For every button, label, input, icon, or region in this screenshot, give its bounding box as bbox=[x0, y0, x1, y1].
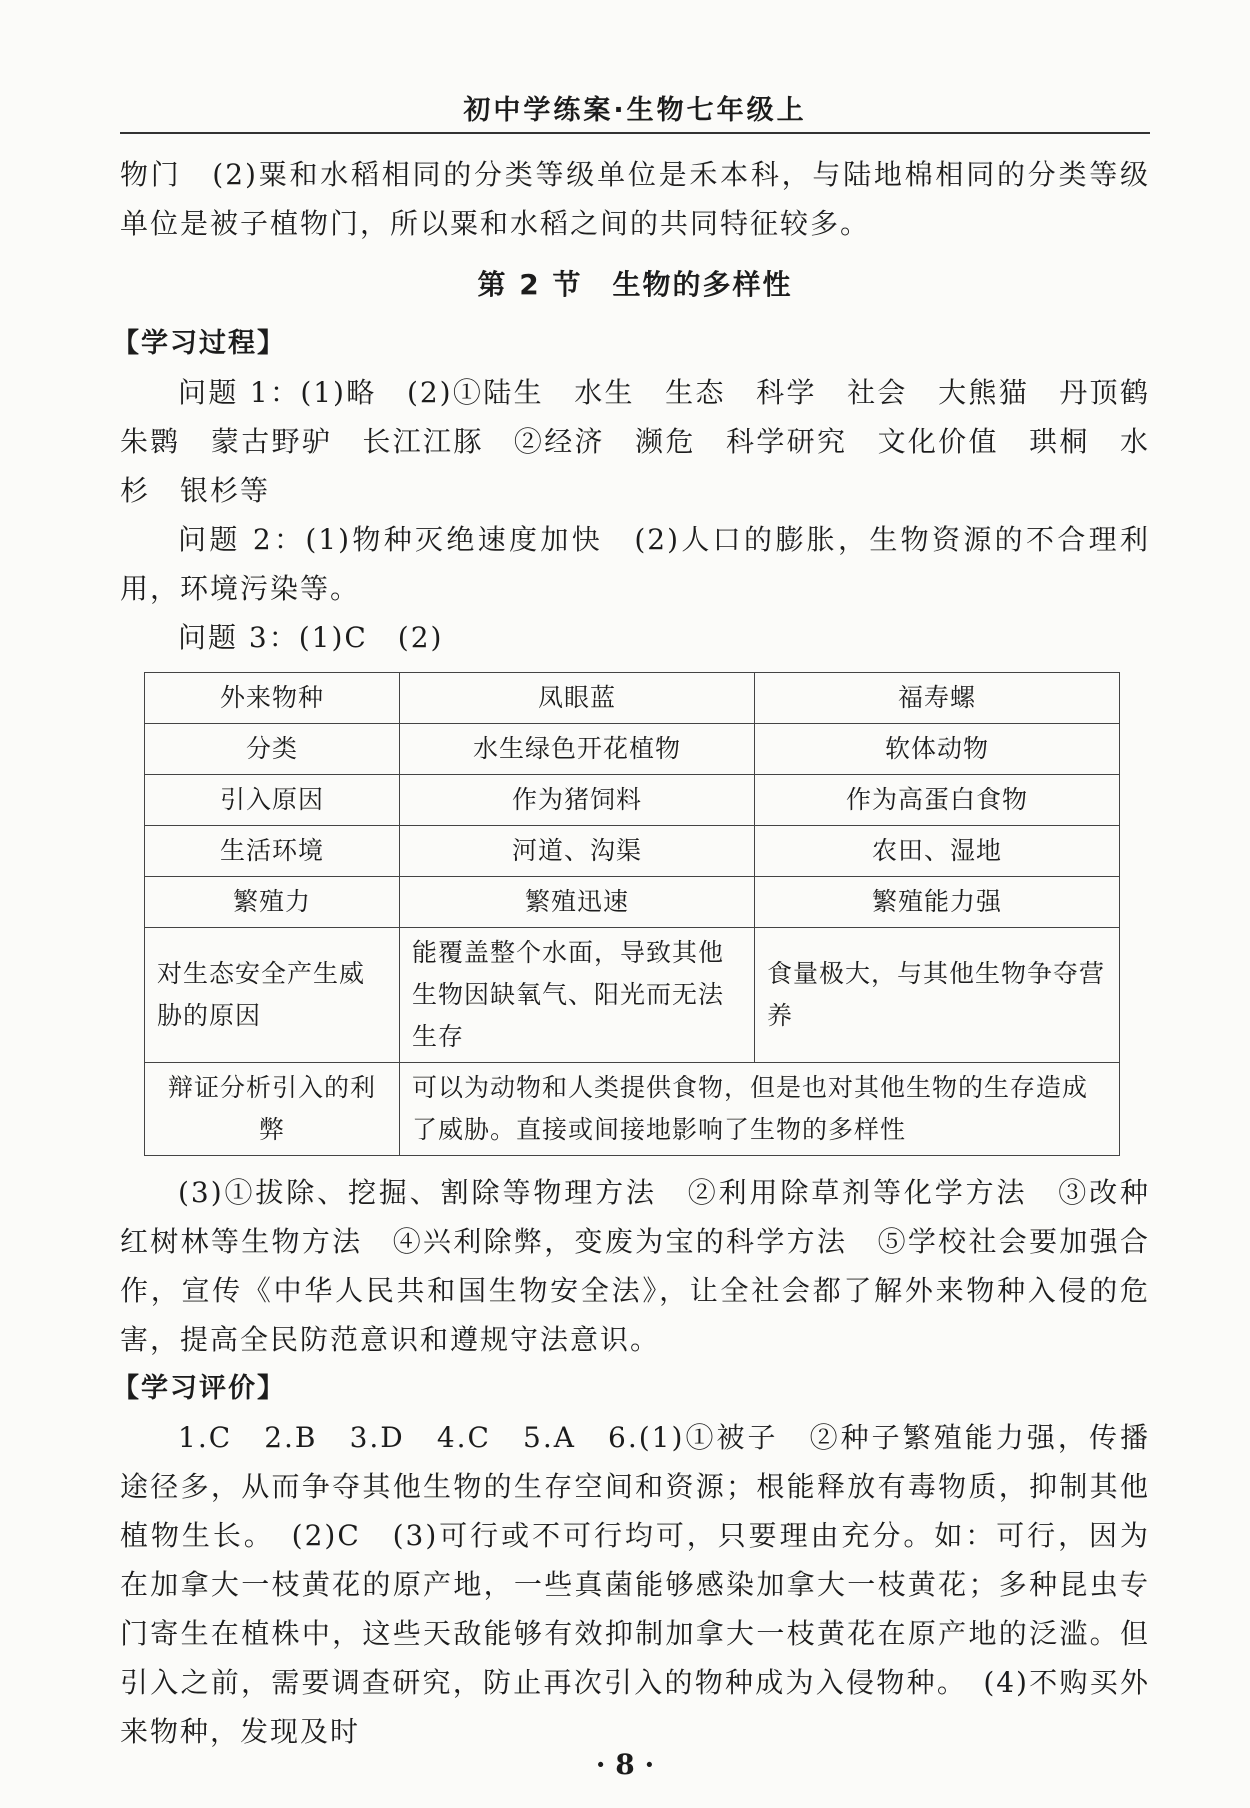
table-cell: 繁殖能力强 bbox=[755, 877, 1120, 928]
table-cell: 福寿螺 bbox=[755, 673, 1120, 724]
table-cell: 生活环境 bbox=[145, 826, 400, 877]
invasive-species-table bbox=[144, 672, 1120, 1156]
section-title: 第 2 节 生物的多样性 bbox=[477, 268, 793, 301]
evaluation-answers: 1.C 2.B 3.D 4.C 5.A 6.(1)①被子 ②种子繁殖能力强，传播途径多，从而争夺其他生物的生存空间和资源；根能释放有毒物质，抑制其他植物生长。 (2)C (3)可行或不可行均可，只要理由充分。如：可行，因为在加拿大一枝黄花的原产地，一些真菌能够感染加拿大一枝黄花；多种昆虫专门寄生在植株中，这些天敌能够有效抑制加拿大一枝黄花在原产地的泛滥。但引入之前，需要调查研究，防止再次引入的物种成为入侵物种。 (4)不购买外来物种，发现及时 bbox=[120, 1421, 1150, 1748]
question-1: 问题 1：(1)略 (2)①陆生 水生 生态 科学 社会 大熊猫 丹顶鹤 朱鹮 蒙古野驴 长江江豚 ②经济 濒危 科学研究 文化价值 珙桐 水杉 银杉等 bbox=[120, 376, 1181, 507]
table-cell: 外来物种 bbox=[145, 673, 400, 724]
table-cell: 引入原因 bbox=[145, 775, 400, 826]
table-cell: 河道、沟渠 bbox=[400, 826, 755, 877]
study-process-heading: 【学习过程】 bbox=[112, 328, 286, 359]
table-row bbox=[145, 724, 1120, 775]
table-row bbox=[145, 775, 1120, 826]
table-row bbox=[145, 673, 1120, 724]
table-row bbox=[145, 877, 1120, 928]
header-rule bbox=[120, 132, 1150, 134]
table-cell: 可以为动物和人类提供食物，但是也对其他生物的生存造成了威胁。直接或间接地影响了生物的多样性 bbox=[400, 1063, 1120, 1156]
question-2: 问题 2：(1)物种灭绝速度加快 (2)人口的膨胀，生物资源的不合理利用，环境污染等。 bbox=[120, 523, 1150, 605]
running-header: 初中学练案·生物七年级上 bbox=[463, 95, 807, 126]
table-cell: 分类 bbox=[145, 724, 400, 775]
table-cell: 食量极大，与其他生物争夺营养 bbox=[755, 928, 1120, 1063]
table-row bbox=[145, 1063, 1120, 1156]
table-row bbox=[145, 826, 1120, 877]
table-cell: 凤眼蓝 bbox=[400, 673, 755, 724]
table-row bbox=[145, 928, 1120, 1063]
table-cell: 辩证分析引入的利弊 bbox=[145, 1063, 400, 1156]
table-cell: 对生态安全产生威胁的原因 bbox=[145, 928, 400, 1063]
page-content bbox=[112, 150, 1181, 1756]
table-cell: 繁殖力 bbox=[145, 877, 400, 928]
table-cell: 水生绿色开花植物 bbox=[400, 724, 755, 775]
table-cell: 繁殖迅速 bbox=[400, 877, 755, 928]
table-cell: 作为高蛋白食物 bbox=[755, 775, 1120, 826]
table-cell: 农田、湿地 bbox=[755, 826, 1120, 877]
question-3-part-3: (3)①拔除、挖掘、割除等物理方法 ②利用除草剂等化学方法 ③改种红树林等生物方法 ④兴利除弊，变废为宝的科学方法 ⑤学校社会要加强合作，宣传《中华人民共和国生物安全法》，让全社会都了解外来物种入侵的危害，提高全民防范意识和遵规守法意识。 bbox=[120, 1176, 1150, 1356]
table-cell: 能覆盖整个水面，导致其他生物因缺氧气、阳光而无法生存 bbox=[400, 928, 755, 1063]
table-cell: 作为猪饲料 bbox=[400, 775, 755, 826]
question-3: 问题 3：(1)C (2) bbox=[178, 621, 444, 654]
page-number: · 8 · bbox=[595, 1748, 655, 1781]
table-cell: 软体动物 bbox=[755, 724, 1120, 775]
evaluation-heading: 【学习评价】 bbox=[112, 1373, 286, 1404]
intro-paragraph: 物门 (2)粟和水稻相同的分类等级单位是禾本科，与陆地棉相同的分类等级单位是被子植物门，所以粟和水稻之间的共同特征较多。 bbox=[120, 158, 1150, 240]
